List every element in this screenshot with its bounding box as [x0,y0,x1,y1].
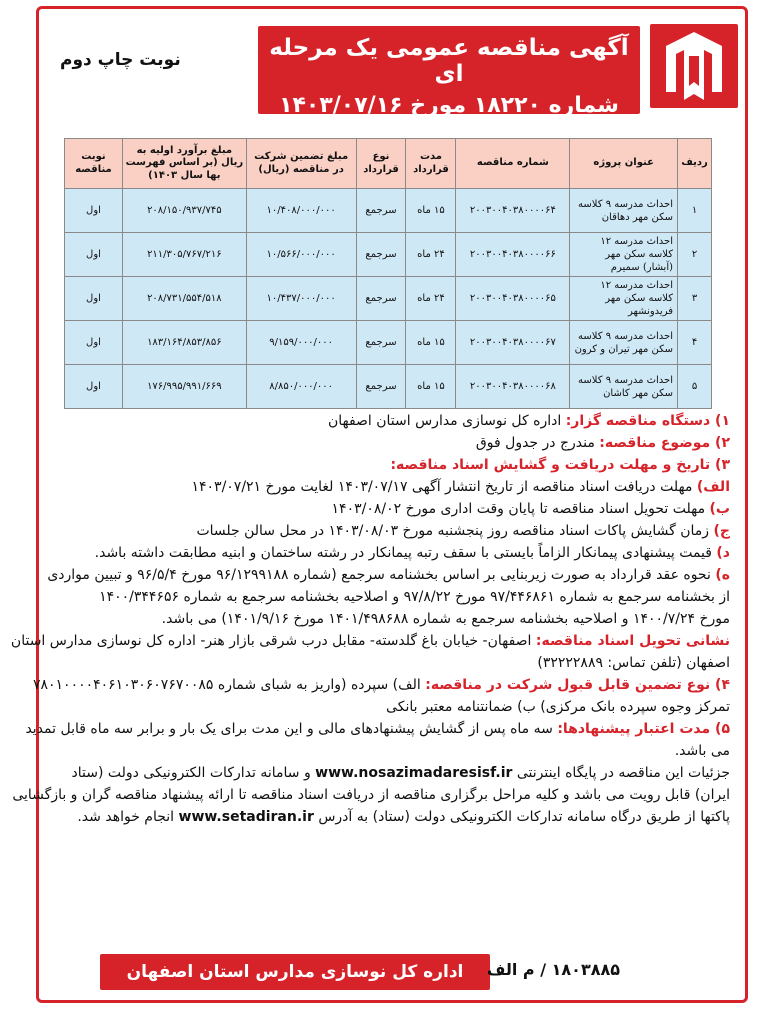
item-a [70,476,730,498]
item-d [70,542,730,564]
address-section [10,630,730,652]
notice-title: آگهی مناقصه عمومی یک مرحله ای [269,35,629,87]
section-4 [32,674,730,696]
cell-guarantee: ۱۰/۵۶۶/۰۰۰/۰۰۰ [246,233,356,277]
cell-tender-number: ۲۰۰۳۰۰۴۰۳۸۰۰۰۰۶۶ [456,233,570,277]
cell-contract-type: سرجمع [356,277,406,321]
cell-guarantee: ۱۰/۴۰۸/۰۰۰/۰۰۰ [246,189,356,233]
col-row: ردیف [678,139,712,189]
details-line-1 [70,762,730,784]
cell-estimate: ۲۰۸/۱۵۰/۹۳۷/۷۴۵ [122,189,246,233]
cell-round: اول [65,321,123,365]
table-row [65,321,712,365]
section-5-label: ۵) مدت اعتبار پیشنهادها: [557,721,730,737]
col-project: عنوان پروژه [570,139,678,189]
address-label: نشانی تحویل اسناد مناقصه: [535,633,730,649]
table-header-row [65,139,712,189]
col-estimate: مبلغ برآورد اولیه به ریال (بر اساس فهرست بها سال ۱۴۰۳) [122,139,246,189]
section-5-line-2: می باشد. [674,743,730,759]
website-link-nosazi[interactable]: www.nosazimadaresisf.ir [315,765,513,781]
website-link-setadiran[interactable]: www.setadiran.ir [178,809,314,825]
section-2-label: ۲) موضوع مناقصه: [599,435,730,451]
section-2-text: مندرج در جدول فوق [475,435,600,451]
cell-row: ۵ [678,365,712,409]
table-row [65,189,712,233]
section-4-text: الف) سپرده (واریز به شبای شماره ۷۸۰۱۰۰۰۰۴۰۶۱۰۳۰۶۰۷۶۷۰۰۸۵ [32,677,426,693]
details-text-d: انجام خواهد شد. [77,809,179,825]
col-duration: مدت قرارداد [406,139,456,189]
cell-project: احداث مدرسه ۱۲ کلاسه سکن مهر فریدونشهر [570,277,678,321]
cell-estimate: ۲۰۸/۷۳۱/۵۵۴/۵۱۸ [122,277,246,321]
section-5 [25,718,730,740]
item-c [70,520,730,542]
col-tender-number: شماره مناقصه [456,139,570,189]
item-d-label: د) [716,545,730,561]
col-contract-type: نوع قرارداد [356,139,406,189]
item-e-text: نحوه عقد قرارداد به صورت زیربنایی بر اساس بخشنامه سرجمع (شماره ۹۶/۱۲۹۹۱۸۸ مورخ ۹۶/۵/۴ و تبیین مواردی [47,567,716,583]
address-text: اصفهان- خیابان باغ گلدسته- مقابل درب شرقی بازار هنر- اداره کل نوسازی مدارس استان [10,633,536,649]
table-row [65,277,712,321]
cell-duration: ۲۴ ماه [406,233,456,277]
item-e-line-3: مورخ ۱۴۰۰/۷/۲۴ و اصلاحیه بخشنامه سرجمع به شماره ۱۴۰۱/۴۹۸۶۸۸ مورخ ۱۴۰۱/۹/۱۶) می باشد. [161,611,730,627]
print-round-note: نوبت چاپ دوم [60,50,181,70]
section-1-text: اداره کل نوسازی مدارس استان اصفهان [327,413,566,429]
item-a-label: الف) [696,479,730,495]
cell-tender-number: ۲۰۰۳۰۰۴۰۳۸۰۰۰۰۶۴ [456,189,570,233]
cell-tender-number: ۲۰۰۳۰۰۴۰۳۸۰۰۰۰۶۸ [456,365,570,409]
address-line-2: اصفهان (تلفن تماس: ۳۲۲۲۲۸۸۹) [537,655,730,671]
table-row [65,365,712,409]
cell-row: ۲ [678,233,712,277]
footer-org-name: اداره کل نوسازی مدارس استان اصفهان [100,954,490,990]
table-row [65,233,712,277]
item-a-text: مهلت دریافت اسناد مناقصه از تاریخ انتشار آگهی ۱۴۰۳/۰۷/۱۷ لغایت مورخ ۱۴۰۳/۰۷/۲۱ [191,479,697,495]
section-4-line-2: تمرکز وجوه سپرده بانک مرکزی) ب) ضمانتنامه معتبر بانکی [386,699,730,715]
section-4-label: ۴) نوع تضمین قابل قبول شرکت در مناقصه: [425,677,730,693]
item-c-label: ج) [713,523,730,539]
cell-contract-type: سرجمع [356,321,406,365]
cell-duration: ۱۵ ماه [406,189,456,233]
cell-round: اول [65,277,123,321]
notice-number: شماره ۱۸۲۲۰ مورخ ۱۴۰۳/۰۷/۱۶ [279,93,619,118]
details-text-b: و سامانه تدارکات الکترونیکی دولت (ستاد [71,765,316,781]
section-5-text: سه ماه پس از گشایش پیشنهادهای مالی و این مدت برای یک بار و برابر سه ماه قابل تمدید [25,721,558,737]
item-b-text: مهلت تحویل اسناد مناقصه تا پایان وقت اداری مورخ ۱۴۰۳/۰۸/۰۲ [331,501,710,517]
cell-round: اول [65,189,123,233]
cell-guarantee: ۹/۱۵۹/۰۰۰/۰۰۰ [246,321,356,365]
cell-contract-type: سرجمع [356,365,406,409]
cell-project: احداث مدرسه ۹ کلاسه سکن مهر دهاقان [570,189,678,233]
cell-estimate: ۱۷۶/۹۹۵/۹۹۱/۶۶۹ [122,365,246,409]
cell-row: ۳ [678,277,712,321]
title-box [258,26,640,118]
footer [40,950,744,994]
cell-contract-type: سرجمع [356,189,406,233]
section-1-label: ۱) دستگاه مناقصه گزار: [565,413,730,429]
cell-project: احداث مدرسه ۹ کلاسه سکن مهر کاشان [570,365,678,409]
cell-contract-type: سرجمع [356,233,406,277]
notice-body [10,410,730,828]
organization-logo-icon [650,24,738,108]
cell-row: ۴ [678,321,712,365]
col-guarantee: مبلغ تضمین شرکت در مناقصه (ریال) [246,139,356,189]
cell-guarantee: ۱۰/۴۳۷/۰۰۰/۰۰۰ [246,277,356,321]
item-b [70,498,730,520]
item-e-label: ه) [715,567,730,583]
section-3-label: ۳) تاریخ و مهلت دریافت و گشایش اسناد مناقصه: [390,457,730,473]
col-round: نوبت مناقصه [65,139,123,189]
item-b-label: ب) [709,501,730,517]
footer-code: ۱۸۰۳۸۸۵ / م الف [486,960,620,979]
cell-tender-number: ۲۰۰۳۰۰۴۰۳۸۰۰۰۰۶۵ [456,277,570,321]
cell-estimate: ۲۱۱/۳۰۵/۷۶۷/۲۱۶ [122,233,246,277]
cell-project: احداث مدرسه ۹ کلاسه سکن مهر تیران و کرون [570,321,678,365]
details-line-2: ایران) قابل رویت می باشد و کلیه مراحل برگزاری مناقصه از دریافت اسناد مناقصه تا ارائه پیشنهاد مناقصه گران و بازگشایی [12,787,730,803]
cell-round: اول [65,233,123,277]
section-3 [70,454,730,476]
section-2 [70,432,730,454]
details-text-a: جزئیات این مناقصه در پایگاه اینترنتی [512,765,730,781]
cell-project: احداث مدرسه ۱۲ کلاسه سکن مهر (آبشار) سمیرم [570,233,678,277]
item-e-line-2: از بخشنامه سرجمع به شماره ۹۷/۴۴۶۸۶۱ مورخ ۹۷/۸/۲۲ و اصلاحیه بخشنامه سرجمع به شماره ۱۴۰۰/۳۴۴۶۵۶ [99,589,730,605]
cell-duration: ۲۴ ماه [406,277,456,321]
item-c-text: زمان گشایش پاکات اسناد مناقصه روز پنجشنبه مورخ ۱۴۰۳/۰۸/۰۳ در محل سالن جلسات [196,523,714,539]
item-d-text: قیمت پیشنهادی پیمانکار الزاماً بایستی با سقف رتبه پیمانکار در رشته ساختمان و ابنیه مطابقت داشته باشد. [94,545,717,561]
cell-duration: ۱۵ ماه [406,365,456,409]
cell-duration: ۱۵ ماه [406,321,456,365]
cell-tender-number: ۲۰۰۳۰۰۴۰۳۸۰۰۰۰۶۷ [456,321,570,365]
cell-round: اول [65,365,123,409]
tender-table [64,138,712,409]
cell-estimate: ۱۸۳/۱۶۴/۸۵۳/۸۵۶ [122,321,246,365]
section-1 [70,410,730,432]
cell-row: ۱ [678,189,712,233]
cell-guarantee: ۸/۸۵۰/۰۰۰/۰۰۰ [246,365,356,409]
item-e [47,564,730,586]
details-text-c: پاکتها از طریق درگاه سامانه تدارکات الکترونیکی دولت (ستاد) به آدرس [313,809,730,825]
details-line-3 [70,806,730,828]
header [40,14,744,124]
